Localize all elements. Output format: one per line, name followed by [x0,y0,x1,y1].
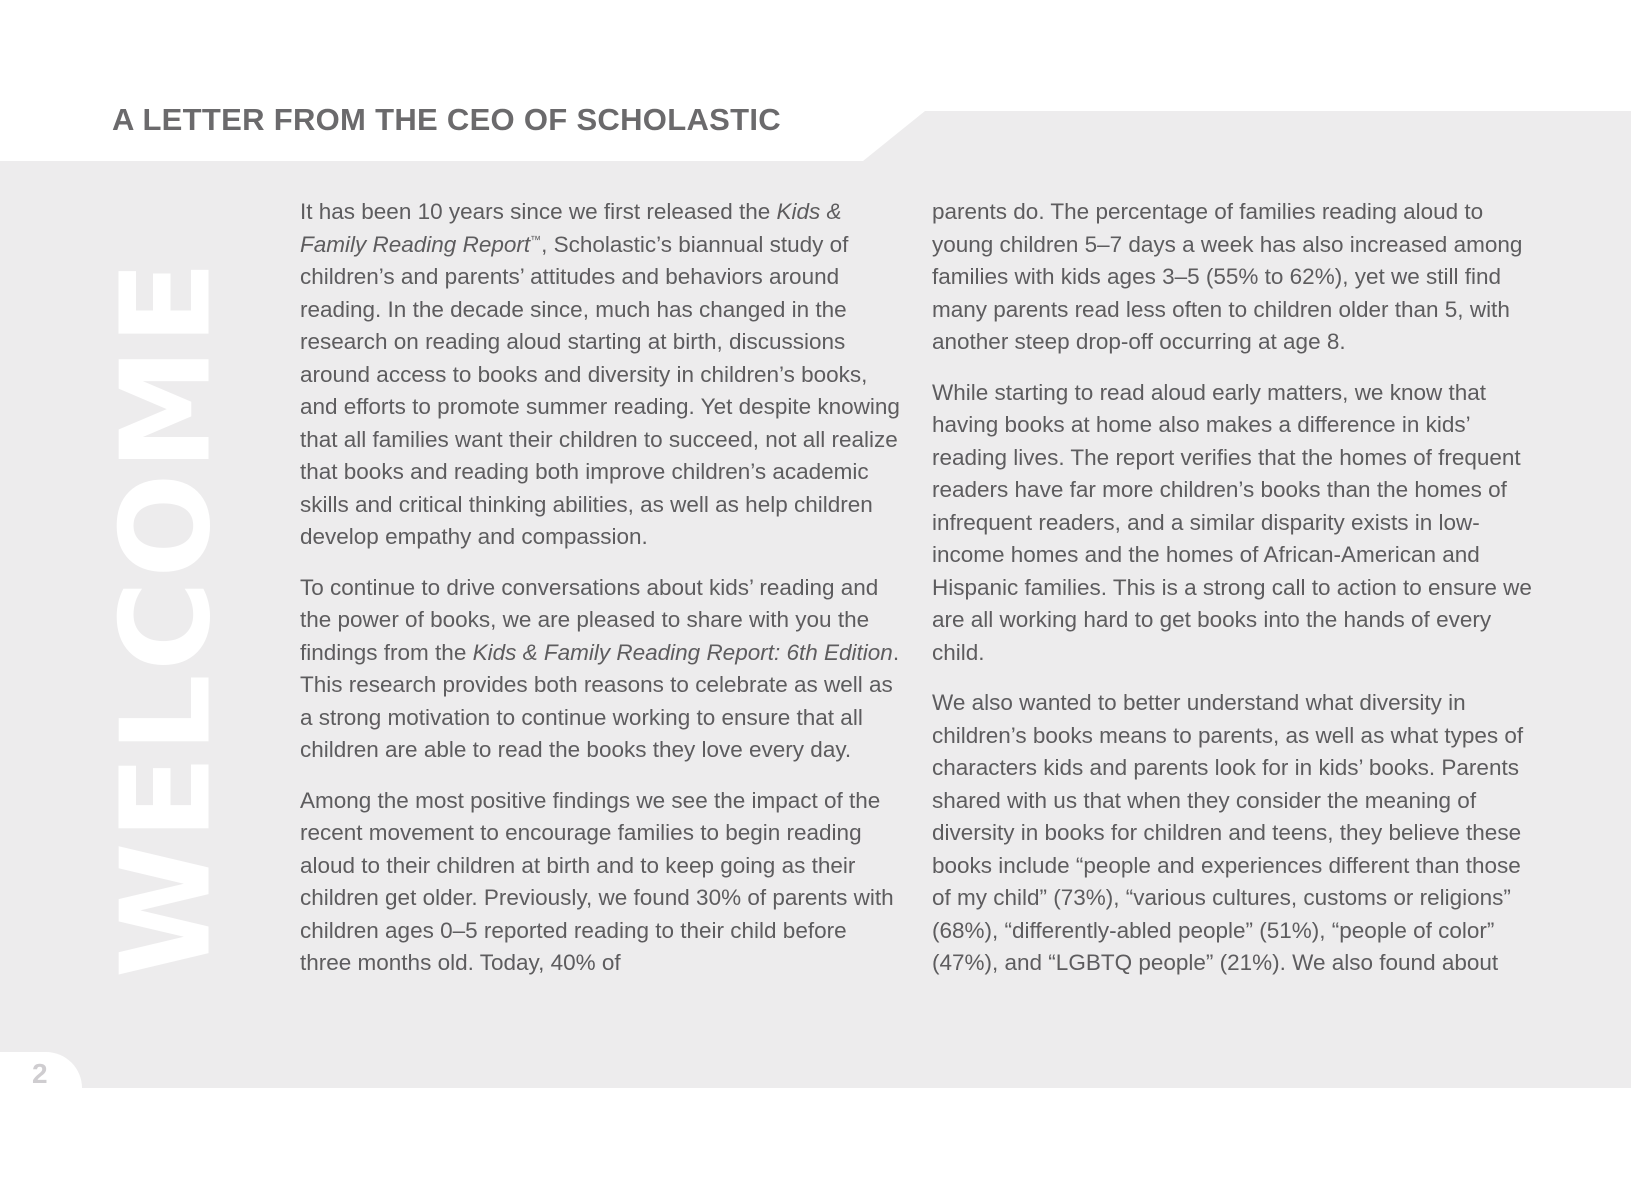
welcome-side-label: WELCOME [95,257,239,979]
letter-column-right [932,196,1532,998]
letter-paragraph: To continue to drive conversations about kids’ reading and the power of books, we are pleased to share with you the findings from the Kids & Family Reading Report: 6th Edition. This research provides both reasons to celebrate as well as a strong motivation to continue working to ensure that all children are able to read the books they love every day. [300,574,900,762]
letter-paragraph: While starting to read aloud early matters, we know that having books at home also makes a difference in kids’ reading lives. The report verifies that the homes of frequent readers have far more children’s books than the homes of infrequent readers, and a similar disparity exists in low-income homes and the homes of African-American and Hispanic families. This is a strong call to action to ensure we are all working hard to get books into the hands of every child. [932,379,1532,665]
letter-paragraph: It has been 10 years since we first released the Kids & Family Reading Report™, Scholastic’s biannual study of children’s and parents’ attitudes and behaviors around reading. In the decade since, much has changed in the research on reading aloud starting at birth, discussions around access to books and diversity in children’s books, and efforts to promote summer reading. Yet despite knowing that all families want their children to succeed, not all realize that books and reading both improve children’s academic skills and critical thinking abilities, as well as help children develop empathy and compassion. [300,199,900,549]
letter-column-left [300,196,900,998]
letter-paragraph: We also wanted to better understand what diversity in children’s books means to parents, as well as what types of characters kids and parents look for in kids’ books. Parents shared with us that when they consider the meaning of diversity in books for children and teens, they believe these books include “people and experiences different than those of my child” (73%), “various cultures, customs or religions” (68%), “differently-abled people” (51%), “people of color” (47%), and “LGBTQ people” (21%). We also found about [932,690,1524,975]
trademark-symbol: ™ [530,234,542,246]
letter-paragraph: Among the most positive findings we see the impact of the recent movement to encourage families to begin reading aloud to their children at birth and to keep going as their children get older. Previously, we found 30% of parents with children ages 0–5 reported reading to their child before three months old. Today, 40% of [300,787,894,975]
page-number: 2 [32,1058,48,1089]
report-title: Kids & Family Reading Report: 6th Edition [472,639,893,665]
page-title: A LETTER FROM THE CEO OF SCHOLASTIC [112,102,781,137]
report-title: Kids & Family Reading Report [300,199,842,257]
letter-paragraph: parents do. The percentage of families reading aloud to young children 5–7 days a week has also increased among families with kids ages 3–5 (55% to 62%), yet we still find many parents read less often to children older than 5, with another steep drop-off occurring at age 8. [932,199,1523,354]
